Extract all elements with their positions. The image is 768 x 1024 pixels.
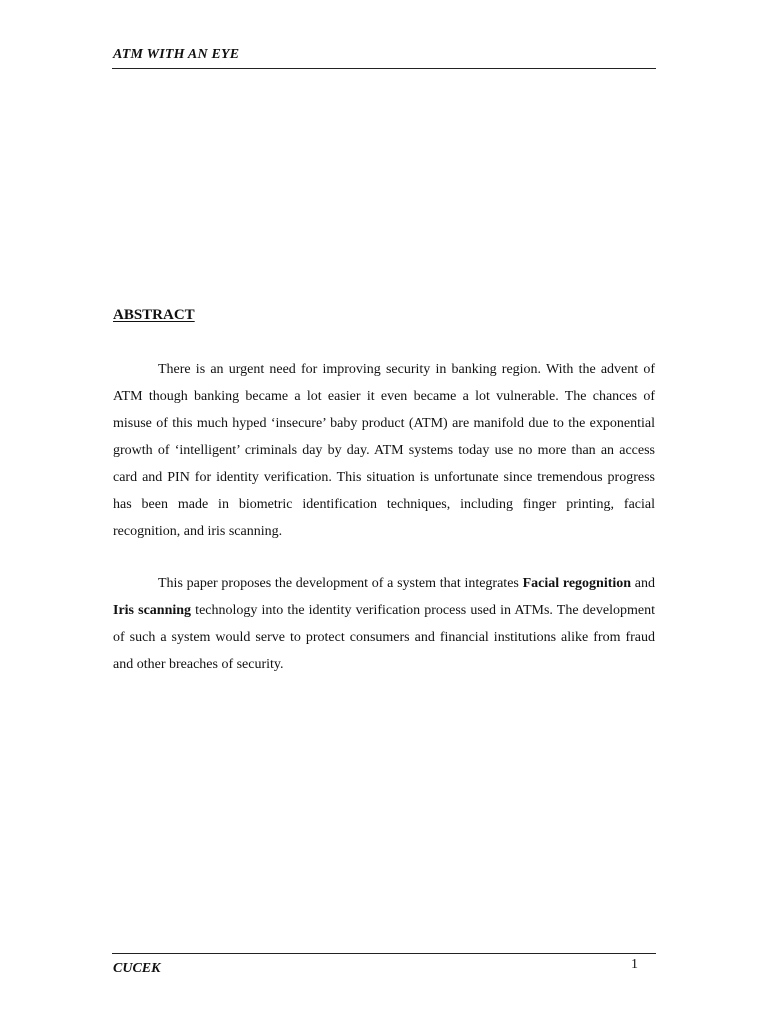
footer-rule — [112, 953, 656, 954]
paragraph-2-text-part-2: and — [631, 576, 656, 591]
bold-term-iris-scanning: Iris scanning — [113, 603, 192, 618]
abstract-paragraph-1: There is an urgent need for improving security in banking region. With the advent of ATM though banking became a lot easier it even became a lot vulnerable. The chances of misuse of this much hyped ‘insecure’ baby product (ATM) are manifold due to the exponential growth of ‘intelligent’ criminals day by day. ATM systems today use no more than an access card and PIN for identity verification. This situation is unfortunate since tremendous progress has been made in biometric identification techniques, including finger printing, facial recognition, and iris scanning. — [113, 362, 655, 539]
footer-institution: CUCEK — [113, 961, 161, 976]
paragraph-2-text-part-1: This paper proposes the development of a system that integrates — [158, 576, 523, 591]
section-heading-abstract: ABSTRACT — [113, 307, 195, 323]
page-number: 1 — [631, 957, 638, 972]
header-rule — [112, 68, 656, 69]
paragraph-2-text-part-3: technology into the identity verification process used in ATMs. The development of such a system would serve to protect consumers and financial institutions alike from fraud and other breaches of security. — [113, 603, 655, 672]
bold-term-facial-recognition: Facial regognition — [522, 576, 632, 591]
running-header-title: ATM WITH AN EYE — [113, 47, 240, 62]
abstract-paragraph-2 — [113, 570, 655, 678]
